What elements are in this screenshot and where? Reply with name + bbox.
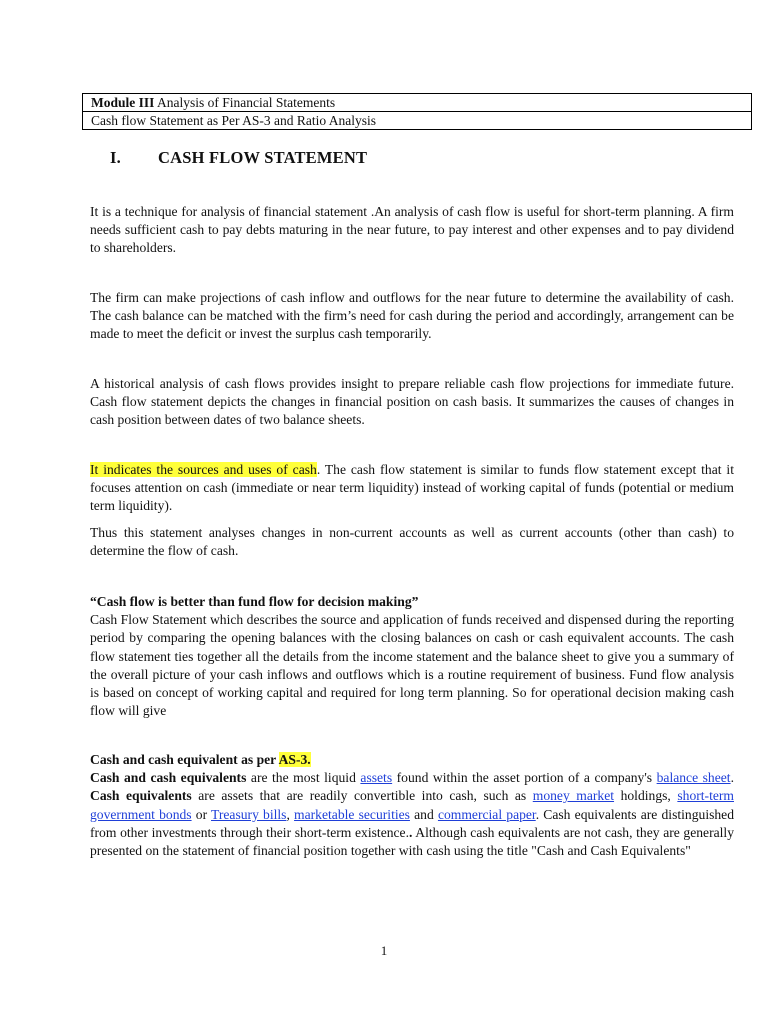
paragraph-5	[90, 524, 734, 560]
cce-text-6: are assets that are readily convertible into cash, such as	[191, 788, 533, 804]
paragraph-4-text: . The cash flow statement is similar to funds flow statement except that it focuses attention on cash (immediate or near term liquidity) instead of working capital of funds (potential or medium term liquidity).	[90, 462, 734, 514]
link-treasury-bills[interactable]: Treasury bills	[211, 806, 287, 822]
paragraph-6	[90, 593, 734, 720]
paragraph-2	[90, 289, 734, 344]
cce-text-4: .	[730, 770, 734, 786]
link-money-market[interactable]: money market	[532, 788, 615, 804]
page-number: 1	[380, 943, 388, 958]
cce-term-1: Cash and cash equivalents	[90, 770, 247, 786]
link-marketable-securities[interactable]: marketable securities	[294, 806, 410, 822]
cce-text-7: holdings,	[614, 788, 678, 804]
module-header-table	[82, 93, 752, 130]
section-title: CASH FLOW STATEMENT	[158, 148, 368, 167]
paragraph-1	[90, 203, 734, 258]
section-heading	[110, 148, 367, 168]
module-title: Analysis of Financial Statements	[154, 95, 336, 110]
quote-heading: “Cash flow is better than fund flow for decision making”	[90, 594, 419, 609]
cce-heading	[90, 752, 311, 767]
module-subtitle-cell	[83, 112, 752, 130]
paragraph-3	[90, 375, 734, 430]
cce-heading-highlight: AS-3.	[278, 752, 311, 767]
cce-paragraph	[90, 769, 734, 860]
cce-heading-prefix: Cash and cash equivalent as per	[90, 752, 279, 767]
cce-text-9: ,	[286, 806, 295, 822]
cce-term-2: Cash equivalents	[90, 788, 192, 804]
highlighted-text: It indicates the sources and uses of cash	[90, 462, 317, 477]
paragraph-2-text: The firm can make projections of cash inflow and outflows for the near future to determine the availability of cash. The cash balance can be matched with the firm’s need for cash during the period and accordingly, arrangement can be made to meet the deficit or invest the surplus cash temporarily.	[90, 290, 734, 342]
cce-bold-period: .	[409, 824, 413, 840]
module-title-cell	[83, 94, 752, 112]
cce-text-10: and	[409, 806, 438, 822]
link-commercial-paper[interactable]: commercial paper	[437, 806, 536, 822]
cce-text-13: Although cash equivalents are not cash, they are generally presented on the statement of financial position together with cash using the title "Cash and Cash Equivalents"	[90, 824, 735, 859]
paragraph-6-text: Cash Flow Statement which describes the source and application of funds received and dispensed during the reporting period by comparing the opening balances with the closing balances on cash or cash equivalent accounts. The cash flow statement ties together all the details from the income statement and the balance sheet to give you a summary of the overall picture of your cash inflows and outflows which is a routine requirement of business. Fund flow analysis is based on concept of working capital and required for long term planning. So for operational decision making cash flow will give	[90, 612, 734, 719]
module-label: Module III	[91, 95, 155, 110]
paragraph-3-text: A historical analysis of cash flows provides insight to prepare reliable cash flow projections for immediate future. Cash flow statement depicts the changes in financial position on cash basis. It summarizes the causes of changes in cash position between dates of two balance sheets.	[90, 376, 734, 428]
paragraph-5-text: Thus this statement analyses changes in non-current accounts as well as current accounts (other than cash) to determine the flow of cash.	[90, 525, 734, 559]
paragraph-4	[90, 461, 734, 516]
paragraph-1-text: It is a technique for analysis of financial statement .An analysis of cash flow is useful for short-term planning. A firm needs sufficient cash to pay debts maturing in the near future, to pay interest and other expenses and to pay dividend to shareholders.	[90, 204, 734, 256]
cash-equivalents-section	[90, 751, 734, 860]
link-assets[interactable]: assets	[360, 770, 393, 786]
module-subtitle: Cash flow Statement as Per AS-3 and Ratio Analysis	[91, 113, 376, 128]
link-short-term-government-bonds[interactable]: short-term government bonds	[90, 788, 734, 822]
section-number: I.	[110, 148, 121, 167]
cce-text-2: are the most liquid	[246, 770, 361, 786]
cce-text-8: or	[191, 806, 212, 822]
cce-text-3: found within the asset portion of a company's	[392, 770, 657, 786]
cce-text-11: . Cash equivalents are distinguished from other investments through their short-term existence.	[90, 806, 735, 840]
link-balance-sheet[interactable]: balance sheet	[656, 770, 731, 786]
